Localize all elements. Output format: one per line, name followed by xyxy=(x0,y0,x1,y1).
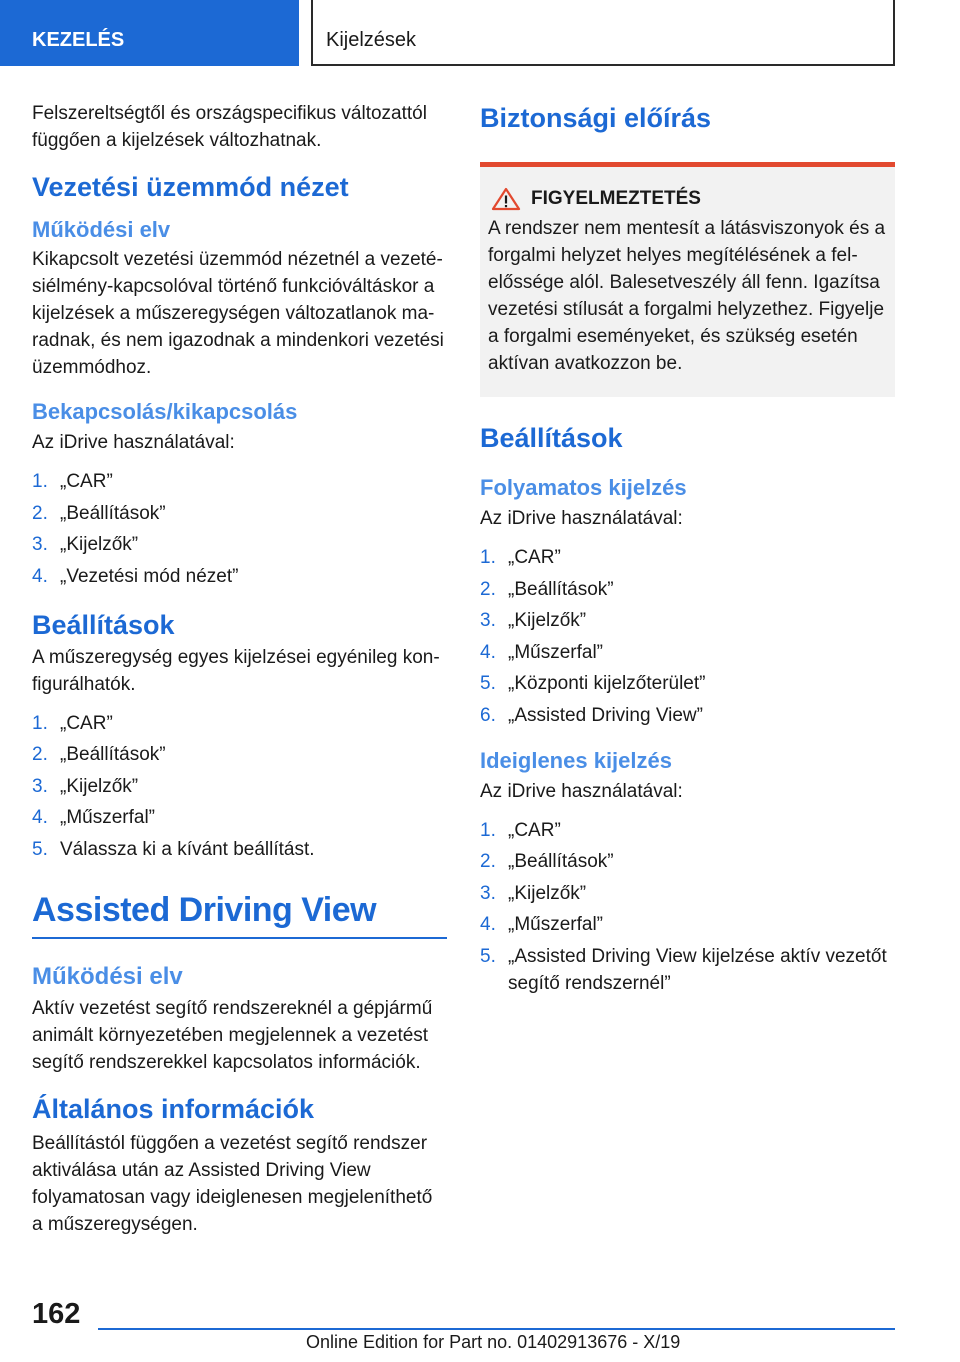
list-item xyxy=(32,741,447,768)
principle-paragraph: Kikapcsolt vezetési üzemmód nézetnél a vezetésiélmény-kapcsolóval történő funkcióváltáskor a kijelzések a műszeregységen változatlanok maradnak, és nem igazodnak a mindenkori vezetési üzemmódhoz. xyxy=(32,249,444,378)
on-off-steps xyxy=(32,468,447,590)
continuous-display-paragraph: Az iDrive használatával: xyxy=(480,508,683,529)
step-text: „CAR” xyxy=(60,712,113,734)
subheading-temporary-display: Ideiglenes kijelzés xyxy=(480,747,672,773)
list-item xyxy=(480,576,895,603)
step-text: „Kijelzők” xyxy=(60,775,139,797)
continuous-display-steps xyxy=(480,544,895,729)
step-text: „Kijelzők” xyxy=(60,534,139,555)
subheading-principle: Működési elv xyxy=(32,217,171,242)
section-heading-driving-mode-view: Vezetési üzemmód nézet xyxy=(32,172,349,202)
step-text: „CAR” xyxy=(508,547,561,568)
step-number: 2. xyxy=(480,851,496,872)
step-number: 2. xyxy=(480,578,496,600)
subheading-adv-principle: Működési elv xyxy=(32,962,183,990)
warning-box xyxy=(480,162,895,397)
list-item xyxy=(32,836,447,863)
list-item xyxy=(32,710,447,737)
step-number: 6. xyxy=(480,704,496,726)
step-text: „Beállítások” xyxy=(508,578,614,600)
list-item xyxy=(480,702,895,729)
list-item xyxy=(480,880,895,907)
page-header xyxy=(0,0,960,66)
section-tab: KEZELÉS xyxy=(0,0,299,66)
left-column xyxy=(32,100,447,1238)
step-number: 2. xyxy=(32,502,48,524)
list-item xyxy=(32,500,447,527)
intro-paragraph: Felszereltségtől és országspecifikus változattól függően a kijelzések változhatnak. xyxy=(32,103,427,151)
list-item xyxy=(480,639,895,666)
chapter-title: Kijelzések xyxy=(311,0,895,66)
section-heading-settings-right: Beállítások xyxy=(480,423,623,453)
section-heading-settings: Beállítások xyxy=(32,609,175,640)
step-number: 3. xyxy=(32,775,48,797)
chapter-heading-block xyxy=(32,889,447,939)
temporary-display-steps xyxy=(480,817,895,997)
list-item xyxy=(32,804,447,831)
warning-label: FIGYELMEZTETÉS xyxy=(531,188,701,209)
adv-principle-paragraph: Aktív vezetést segítő rendszereknél a gépjármű animált környezetében megjelennek a vezetést segítő rendszerekkel kapcsolatos információk. xyxy=(32,997,433,1073)
step-number: 3. xyxy=(480,610,496,631)
step-number: 3. xyxy=(32,534,48,555)
warning-text: A rendszer nem mentesít a látásviszonyok és a forgalmi helyzet helyes megítélésének a felelőssége alól. Balesetveszély áll fenn. Igazítsa vezetési stílusát a forgalmi helyzethez. Figyelje a forgalmi eseményeket, és szükség esetén aktívan avatkozzon be. xyxy=(488,218,886,374)
subheading-general-info: Általános információk xyxy=(32,1093,315,1124)
footer-divider xyxy=(98,1328,895,1330)
step-text: „CAR” xyxy=(508,819,561,841)
warning-header xyxy=(491,187,887,211)
general-info-paragraph: Beállítástól függően a vezetést segítő rendszer aktiválása után az Assisted Driving View folyamatosan vagy ideiglenesen megjeleníthető a műszeregységen. xyxy=(32,1132,433,1235)
step-number: 4. xyxy=(32,565,48,587)
step-text: „Műszerfal” xyxy=(508,914,604,935)
step-number: 1. xyxy=(32,471,48,492)
list-item xyxy=(480,943,895,997)
step-number: 5. xyxy=(480,673,496,694)
step-number: 4. xyxy=(480,641,496,663)
step-text: „Műszerfal” xyxy=(60,807,156,828)
on-off-paragraph: Az iDrive használatával: xyxy=(32,432,235,453)
list-item xyxy=(480,607,895,634)
step-text: „Kijelzők” xyxy=(508,610,587,631)
step-number: 1. xyxy=(480,819,496,841)
step-number: 4. xyxy=(480,914,496,935)
step-text: Válassza ki a kívánt beállítást. xyxy=(60,838,315,860)
step-text: „CAR” xyxy=(60,471,113,492)
step-number: 4. xyxy=(32,807,48,828)
subheading-continuous-display: Folyamatos kijelzés xyxy=(480,475,687,500)
step-number: 3. xyxy=(480,882,496,904)
step-text: „Vezetési mód nézet” xyxy=(60,565,239,587)
step-number: 1. xyxy=(480,547,496,568)
list-item xyxy=(480,848,895,875)
step-text: „Beállítások” xyxy=(60,502,166,524)
temporary-display-paragraph: Az iDrive használatával: xyxy=(480,780,683,802)
step-number: 2. xyxy=(32,744,48,765)
step-text: „Beállítások” xyxy=(60,744,166,765)
section-heading-safety: Biztonsági előírás xyxy=(480,103,712,133)
list-item xyxy=(480,911,895,938)
edition-note: Online Edition for Part no. 01402913676 - X/19 xyxy=(306,1332,681,1352)
step-number: 5. xyxy=(32,838,48,860)
step-text: „Kijelzők” xyxy=(508,882,587,904)
list-item xyxy=(32,773,447,800)
chapter-heading-assisted-driving-view: Assisted Driving View xyxy=(32,890,377,929)
settings-steps xyxy=(32,710,447,863)
step-text: „Műszerfal” xyxy=(508,641,604,663)
step-text: „Központi kijelzőterület” xyxy=(508,673,706,694)
list-item xyxy=(480,670,895,697)
list-item xyxy=(32,468,447,495)
list-item xyxy=(32,563,447,590)
page-number: 162 xyxy=(32,1298,81,1330)
settings-paragraph: A műszeregység egyes kijelzései egyénileg konfigurálhatók. xyxy=(32,646,440,695)
right-column xyxy=(480,100,895,1001)
list-item xyxy=(32,531,447,558)
step-number: 1. xyxy=(32,712,48,734)
subheading-on-off: Bekapcsolás/kikapcsolás xyxy=(32,399,298,424)
step-text: „Assisted Driving View kijelzése aktív vezetőt segítő rendszernél” xyxy=(508,945,887,994)
step-text: „Assisted Driving View” xyxy=(508,704,703,726)
list-item xyxy=(480,817,895,844)
list-item xyxy=(480,544,895,571)
step-number: 5. xyxy=(480,945,496,967)
step-text: „Beállítások” xyxy=(508,851,614,872)
warning-triangle-icon xyxy=(491,187,521,211)
